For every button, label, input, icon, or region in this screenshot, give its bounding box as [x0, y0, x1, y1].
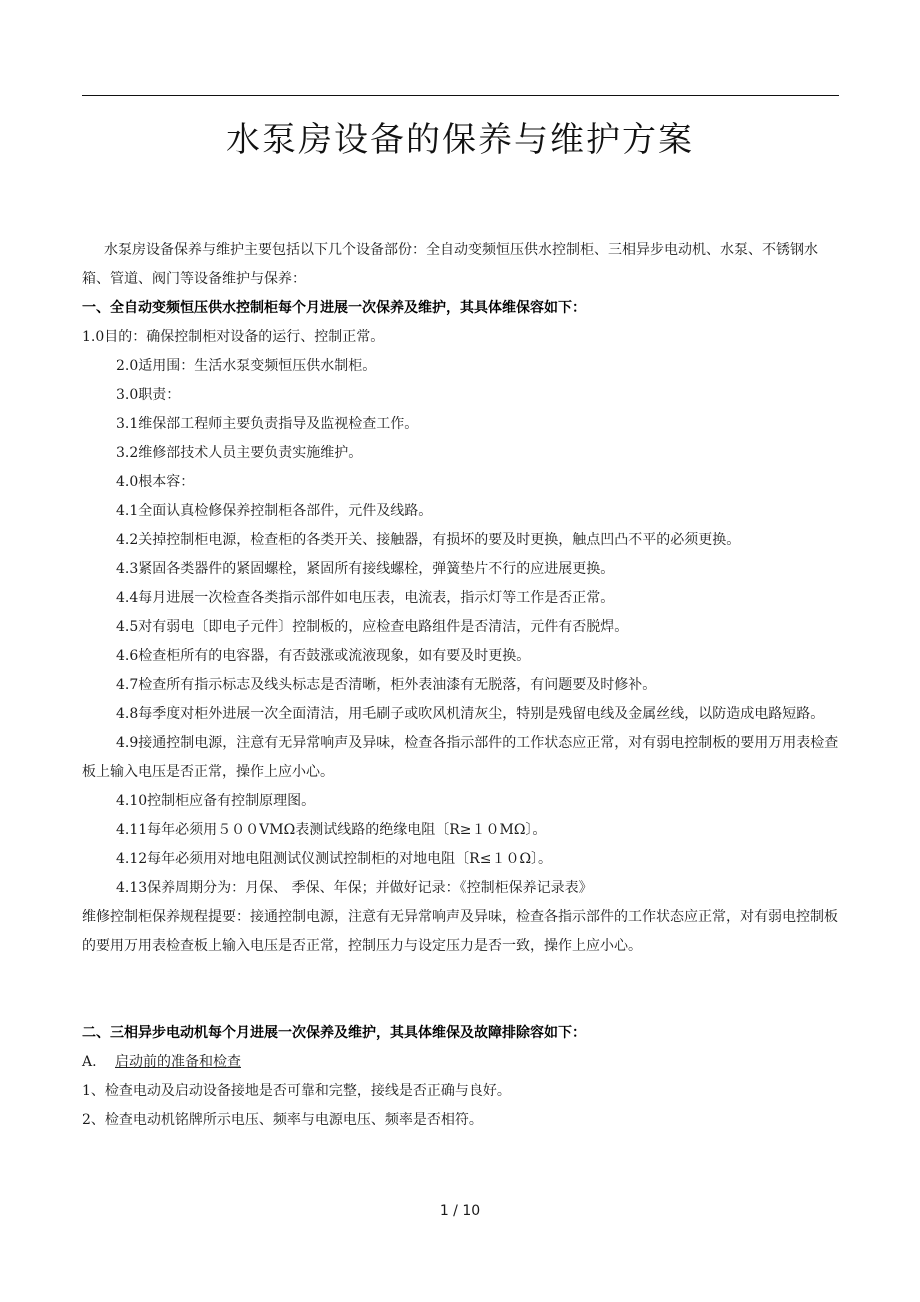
list-item: 4.11每年必须用５００VMΩ表测试线路的绝缘电阻〔R≥１０MΩ〕。 — [116, 822, 547, 838]
list-item: 4.1全面认真检修保养控制柜各部件，元件及线路。 — [116, 503, 433, 519]
document-body — [82, 236, 842, 1135]
summary-paragraph: 维修控制柜保养规程提要：接通控制电源，注意有无异常响声及异味，检查各指示部件的工作状态应正常，对有弱电控制板的要用万用表检查板上输入电压是否正常，控制压力与设定压力是否一致，操作上应小心。 — [82, 909, 838, 954]
list-item: 4.8每季度对柜外进展一次全面清洁，用毛刷子或吹风机清灰尘，特别是残留电线及金属丝线，以防造成电路短路。 — [116, 706, 825, 722]
list-item: 4.0根本容： — [116, 474, 195, 490]
list-item: 2.0适用围：生活水泵变频恒压供水制柜。 — [116, 358, 377, 374]
list-item: 4.7检查所有指示标志及线头标志是否清晰，柜外表油漆有无脱落，有问题要及时修补。 — [116, 677, 657, 693]
subsection-label: A. — [82, 1054, 97, 1070]
list-item: 4.12每年必须用对地电阻测试仪测试控制柜的对地电阻〔R≤１０Ω〕。 — [116, 851, 553, 867]
list-item: 4.4每月进展一次检查各类指示部件如电压表，电流表，指示灯等工作是否正常。 — [116, 590, 615, 606]
list-item: 3.1维保部工程师主要负责指导及监视检查工作。 — [116, 416, 419, 432]
list-item: 4.6检查柜所有的电容器，有否鼓涨或流液现象，如有要及时更换。 — [116, 648, 531, 664]
list-item: 2、检查电动机铭牌所示电压、频率与电源电压、频率是否相符。 — [82, 1112, 483, 1128]
document-title: 水泵房设备的保养与维护方案 — [226, 120, 694, 160]
section1-heading: 一、全自动变频恒压供水控制柜每个月进展一次保养及维护，其具体维保容如下： — [82, 300, 586, 316]
section-spacer — [82, 961, 842, 1019]
intro-paragraph: 水泵房设备保养与维护主要包括以下几个设备部份：全自动变频恒压供水控制柜、三相异步电动机、水泵、不锈钢水箱、管道、阀门等设备维护与保养： — [82, 242, 818, 287]
list-item: 4.2关掉控制柜电源，检查柜的各类开关、接触器，有损坏的要及时更换，触点凹凸不平的必须更换。 — [116, 532, 741, 548]
list-item: 4.13保养周期分为：月保、 季保、年保；并做好记录：《控制柜保养记录表》 — [116, 880, 593, 896]
list-item: 4.10控制柜应备有控制原理图。 — [116, 793, 316, 809]
header-rule — [82, 95, 839, 96]
section2-heading: 二、三相异步电动机每个月进展一次保养及维护，其具体维保及故障排除容如下： — [82, 1025, 586, 1041]
list-item: 4.5对有弱电〔即电子元件〕控制板的，应检查电路组件是否清洁，元件有否脱焊。 — [116, 619, 629, 635]
subsection-title — [82, 1048, 842, 1077]
page-number: 1 / 10 — [439, 1203, 481, 1219]
list-item: 3.2维修部技术人员主要负责实施维护。 — [116, 445, 363, 461]
subsection-title-text: 启动前的准备和检查 — [115, 1054, 241, 1070]
list-item: 3.0职责： — [116, 387, 181, 403]
list-item: 1.0目的：确保控制柜对设备的运行、控制正常。 — [82, 329, 385, 345]
list-item: 1、检查电动及启动设备接地是否可靠和完整，接线是否正确与良好。 — [82, 1083, 511, 1099]
list-item: 4.9接通控制电源，注意有无异常响声及异味，检查各指示部件的工作状态应正常，对有弱电控制板的要用万用表检查板上输入电压是否正常，操作上应小心。 — [82, 735, 839, 780]
list-item: 4.3紧固各类器件的紧固螺栓，紧固所有接线螺栓，弹簧垫片不行的应进展更换。 — [116, 561, 615, 577]
